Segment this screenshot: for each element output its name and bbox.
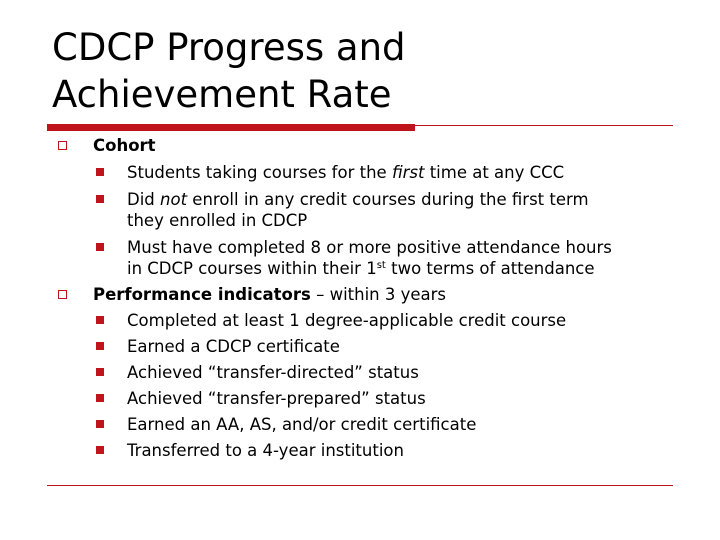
cohort-item-1 xyxy=(93,162,720,183)
cohort-item-2-emphasis: not xyxy=(160,190,188,209)
cohort-item-1-text-a: Students taking courses for the xyxy=(127,163,392,182)
cohort-item-3-line-2a: in CDCP courses within their 1 xyxy=(127,259,377,278)
performance-item-text: Completed at least 1 degree-applicable credit course xyxy=(127,311,567,330)
filled-square-bullet-icon xyxy=(96,342,104,350)
performance-list xyxy=(93,310,720,461)
performance-item xyxy=(93,362,720,383)
cohort-item-2 xyxy=(93,189,720,231)
filled-square-bullet-icon xyxy=(96,420,104,428)
performance-item-text: Earned an AA, AS, and/or credit certificate xyxy=(127,415,477,434)
slide-body xyxy=(0,136,720,461)
performance-heading: Performance indicators xyxy=(93,285,311,304)
cohort-item-2-text-a: Did xyxy=(127,190,161,209)
filled-square-bullet-icon xyxy=(96,195,104,203)
cohort-item-1-text-b: time at any CCC xyxy=(424,163,565,182)
cohort-item-3 xyxy=(93,237,720,279)
title-underline-thin xyxy=(415,125,673,126)
performance-item xyxy=(93,310,720,331)
performance-item-text: Achieved “transfer-directed” status xyxy=(127,363,419,382)
filled-square-bullet-icon xyxy=(96,243,104,251)
hollow-square-bullet-icon xyxy=(58,290,67,299)
cohort-item-1-emphasis: first xyxy=(391,163,425,182)
hollow-square-bullet-icon xyxy=(58,141,67,150)
cohort-item-3-line-2b: two terms of attendance xyxy=(385,259,595,278)
filled-square-bullet-icon xyxy=(96,394,104,402)
cohort-item-3-superscript: st xyxy=(376,260,386,271)
performance-heading-suffix: – within 3 years xyxy=(310,285,447,304)
filled-square-bullet-icon xyxy=(96,368,104,376)
bullet-cohort xyxy=(0,136,720,279)
performance-item xyxy=(93,388,720,409)
slide-title xyxy=(52,24,672,118)
performance-item-text: Transferred to a 4-year institution xyxy=(127,441,404,460)
cohort-list xyxy=(93,162,720,279)
cohort-heading: Cohort xyxy=(93,136,156,155)
performance-item-text: Achieved “transfer-prepared” status xyxy=(127,389,426,408)
cohort-item-2-text-b: enroll in any credit courses during the first term xyxy=(187,190,589,209)
bottom-divider xyxy=(47,485,673,486)
performance-item xyxy=(93,414,720,435)
filled-square-bullet-icon xyxy=(96,316,104,324)
slide-title-line-1: CDCP Progress and xyxy=(52,26,406,69)
slide-title-line-2: Achievement Rate xyxy=(52,73,392,116)
filled-square-bullet-icon xyxy=(96,168,104,176)
filled-square-bullet-icon xyxy=(96,446,104,454)
cohort-item-2-line-2: they enrolled in CDCP xyxy=(127,211,308,230)
title-underline-thick xyxy=(47,124,415,131)
performance-item xyxy=(93,440,720,461)
performance-item xyxy=(93,336,720,357)
cohort-item-3-line-1: Must have completed 8 or more positive attendance hours xyxy=(127,238,612,257)
performance-item-text: Earned a CDCP certificate xyxy=(127,337,340,356)
bullet-performance xyxy=(0,285,720,461)
